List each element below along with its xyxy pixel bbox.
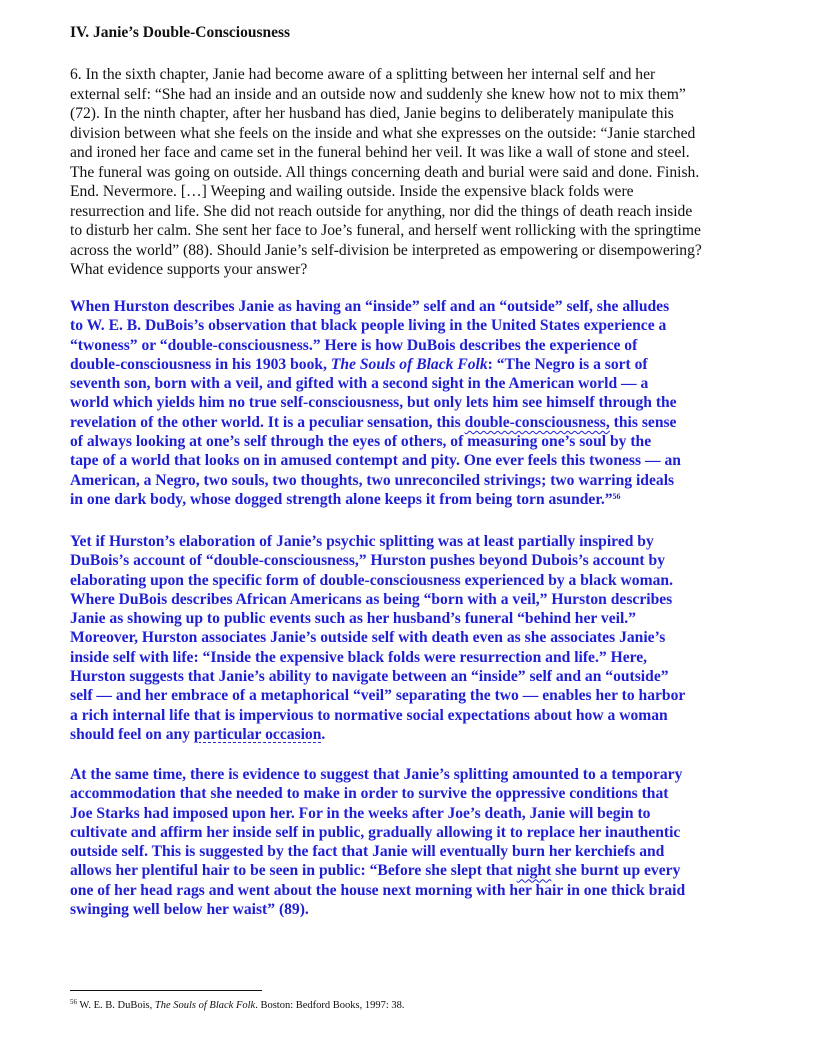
- grammar-flagged-phrase[interactable]: particular occasion: [193, 725, 322, 743]
- footnote-reference[interactable]: 56: [612, 491, 621, 501]
- answer-line: self — and her embrace of a metaphorical “veil” separating the two — enables her to harbor: [70, 687, 686, 705]
- answer-text: should feel on any: [70, 725, 194, 743]
- question-line: and ironed her face and came set in the funeral behind her veil. It was like a wall of stone and steel.: [70, 144, 690, 161]
- answer-text: allows her plentiful hair to be seen in public: “Before she slept that: [70, 862, 517, 880]
- answer-text: double-consciousness in his 1903 book,: [70, 355, 331, 373]
- answer-text: revelation of the other world. It is a peculiar sensation, this: [70, 413, 465, 431]
- spellcheck-flagged-word[interactable]: night: [516, 862, 552, 880]
- answer-line: [70, 861, 750, 880]
- question-line: to disturb her calm. She sent her face to Joe’s funeral, and herself went rollicking with the springtime: [70, 222, 701, 239]
- answer-line: American, a Negro, two souls, two thoughts, two unreconciled strivings; two warring ideals: [70, 471, 675, 489]
- answer-line: At the same time, there is evidence to suggest that Janie’s splitting amounted to a temporary: [70, 766, 683, 783]
- question-line: End. Nevermore. […] Weeping and wailing outside. Inside the expensive black folds were: [70, 183, 634, 200]
- answer-line: inside self with life: “Inside the expensive black folds were resurrection and life.” Here,: [70, 648, 648, 666]
- question-line: What evidence supports your answer?: [70, 261, 308, 278]
- answer-line: elaborating upon the specific form of double-consciousness experienced by a black woman.: [70, 571, 673, 589]
- answer-line: world which yields him no true self-consciousness, but only lets him see himself through the: [70, 394, 677, 412]
- answer-paragraph-3: [70, 765, 750, 919]
- answer-line: Where DuBois describes African Americans as being “born with a veil,” Hurston describes: [70, 590, 673, 608]
- question-line: The funeral was going on outside. All things concerning death and burial were said and done. Finish.: [70, 163, 700, 181]
- answer-line: a rich internal life that is impervious to normative social expectations about how a woman: [70, 706, 668, 724]
- question-paragraph: [70, 65, 750, 280]
- spellcheck-flagged-word[interactable]: double-consciousness,: [464, 413, 610, 431]
- answer-paragraph-1: [70, 297, 750, 509]
- answer-line: Hurston suggests that Janie’s ability to navigate between an “inside” self and an “outside”: [70, 668, 669, 686]
- answer-line: Joe Starks had imposed upon her. For in the weeks after Joe’s death, Janie will begin to: [70, 804, 651, 822]
- footnote-text: W. E. B. DuBois,: [77, 1000, 155, 1011]
- answer-line: accommodation that she needed to make in order to survive the oppressive conditions that: [70, 785, 669, 803]
- footnote: [70, 1000, 405, 1011]
- question-line: external self: “She had an inside and an outside now and suddenly she knew how not to mix them”: [70, 85, 686, 103]
- answer-line: of always looking at one’s self through the eyes of others, of measuring one’s soul by the: [70, 433, 652, 451]
- footnote-book-title: The Souls of Black Folk: [154, 1000, 256, 1011]
- answer-line: Yet if Hurston’s elaboration of Janie’s psychic splitting was at least partially inspired by: [70, 533, 654, 550]
- question-line: 6. In the sixth chapter, Janie had become aware of a splitting between her internal self and her: [70, 66, 656, 83]
- answer-line: [70, 725, 750, 744]
- answer-line: cultivate and affirm her inside self in public, gradually allowing it to replace her inauthentic: [70, 823, 681, 841]
- footnote-divider: [70, 990, 262, 991]
- answer-line: [70, 413, 750, 432]
- answer-text: .: [321, 725, 326, 743]
- answer-line: swinging well below her waist” (89).: [70, 901, 309, 919]
- answer-line: to W. E. B. DuBois’s observation that black people living in the United States experience a: [70, 317, 667, 335]
- section-heading: IV. Janie’s Double-Consciousness: [70, 24, 291, 41]
- answer-line: When Hurston describes Janie as having an “inside” self and an “outside” self, she alludes: [70, 298, 670, 315]
- footnote-text: . Boston: Bedford Books, 1997: 38.: [255, 1000, 405, 1011]
- answer-text: she burnt up every: [551, 862, 681, 880]
- book-title: The Souls of Black Folk: [330, 355, 488, 373]
- answer-line: DuBois’s account of “double-consciousness,” Hurston pushes beyond Dubois’s account by: [70, 552, 665, 570]
- question-line: division between what she feels on the inside and what she expresses on the outside: “Janie starched: [70, 124, 696, 142]
- question-line: across the world” (88). Should Janie’s self-division be interpreted as empowering or disempowering?: [70, 241, 702, 259]
- answer-line: one of her head rags and went about the house next morning with her hair in one thick braid: [70, 881, 686, 899]
- answer-line: Janie as showing up to public events such as her husband’s funeral “behind her veil.”: [70, 610, 636, 628]
- answer-line: [70, 490, 750, 509]
- answer-paragraph-2: [70, 532, 750, 744]
- question-line: (72). In the ninth chapter, after her husband has died, Janie begins to deliberately manipulate this: [70, 105, 674, 122]
- answer-line: tape of a world that looks on in amused contempt and pity. One ever feels this twoness — an: [70, 452, 681, 470]
- question-line: resurrection and life. She did not reach outside for anything, nor did the things of death reach inside: [70, 202, 693, 220]
- footnote-number: 56: [70, 998, 77, 1006]
- answer-line: “twoness” or “double-consciousness.” Here is how DuBois describes the experience of: [70, 336, 638, 354]
- answer-line: Moreover, Hurston associates Janie’s outside self with death even as she associates Janie’s: [70, 629, 666, 647]
- answer-line: seventh son, born with a veil, and gifted with a second sight in the American world — a: [70, 375, 649, 393]
- answer-text: in one dark body, whose dogged strength alone keeps it from being torn asunder.”: [70, 490, 613, 508]
- answer-text: : “The Negro is a sort of: [487, 355, 648, 373]
- answer-line: [70, 355, 750, 374]
- answer-line: outside self. This is suggested by the fact that Janie will eventually burn her kerchiefs and: [70, 843, 665, 861]
- answer-text: this sense: [609, 413, 677, 431]
